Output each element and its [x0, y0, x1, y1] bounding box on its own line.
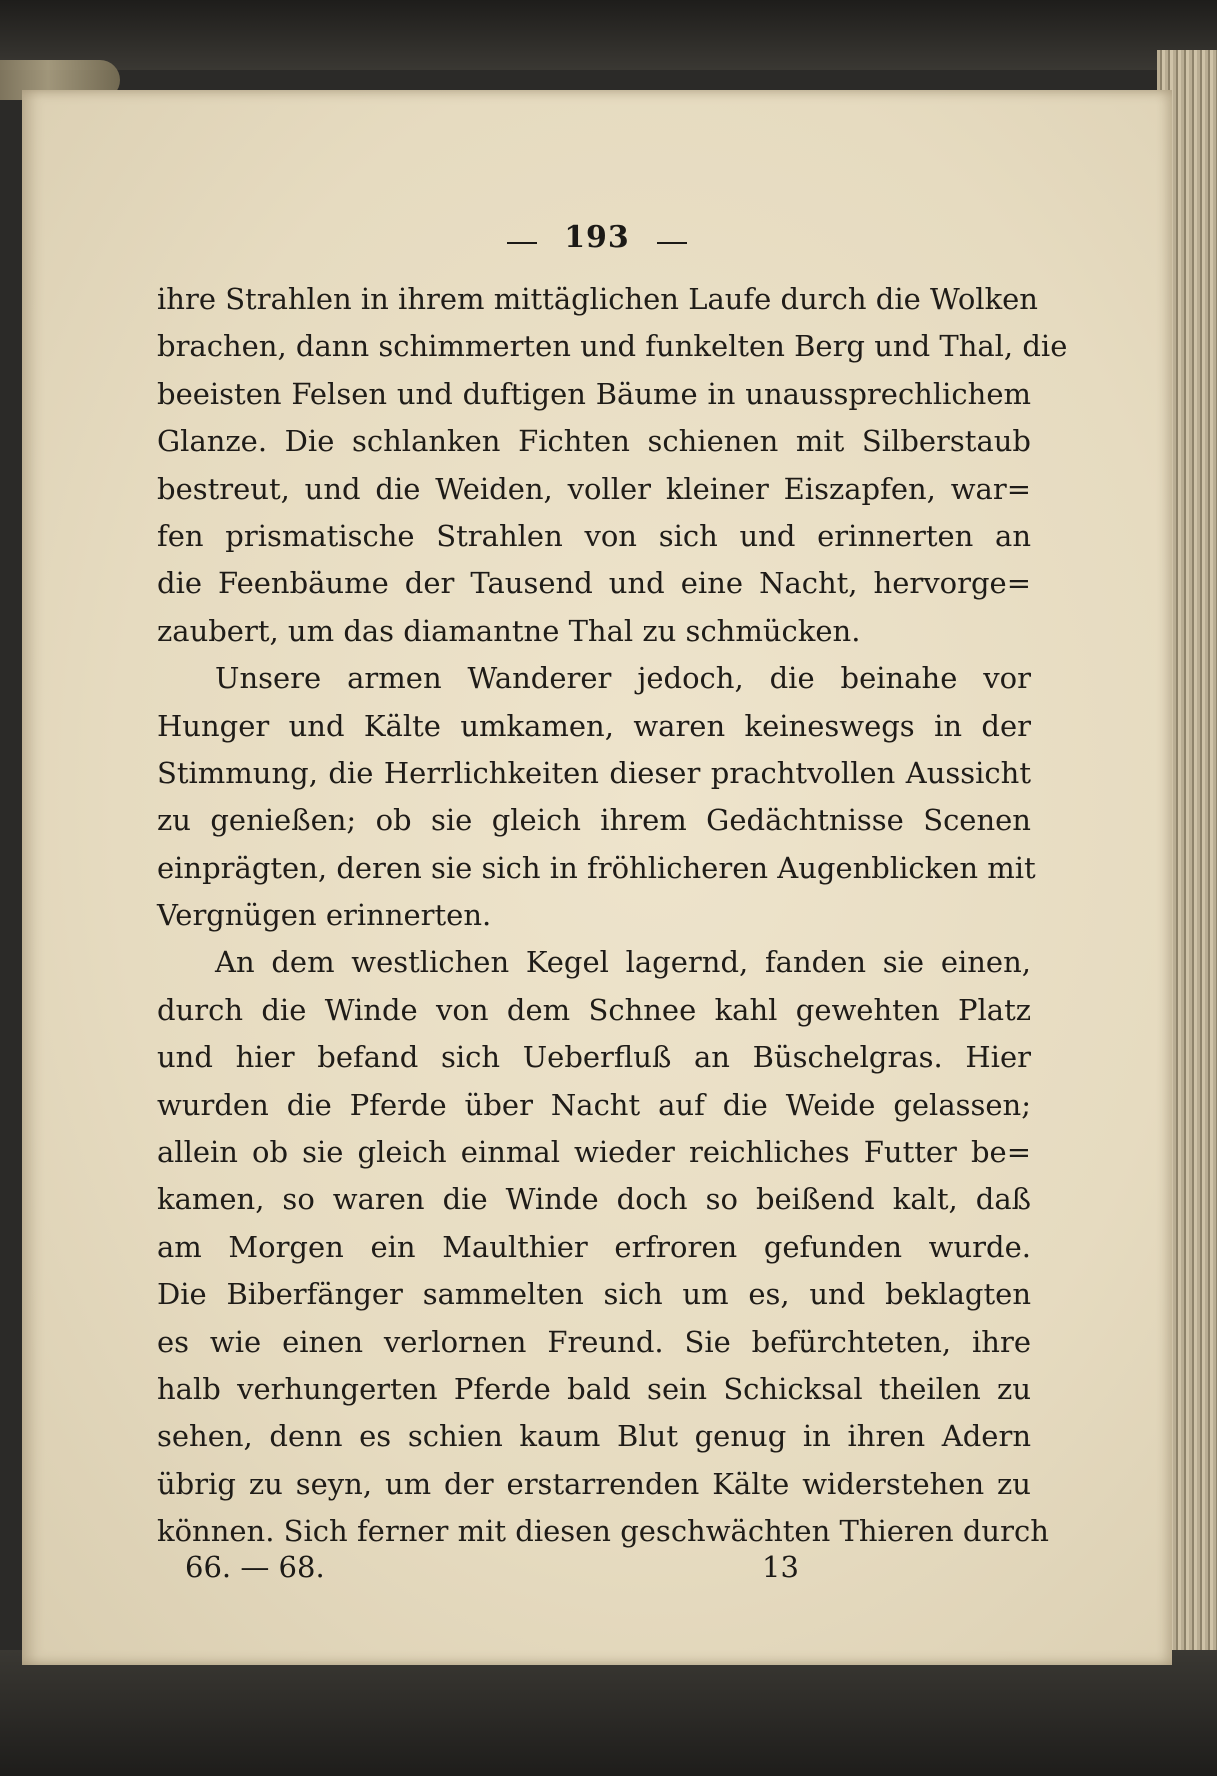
book-page [22, 90, 1172, 1665]
page-number: 193 [564, 220, 630, 255]
text-line: allein ob sie gleich einmal wieder reichliches Futter be= [157, 1135, 1031, 1170]
text-line: Glanze. Die schlanken Fichten schienen mit Silberstaub [157, 424, 1031, 459]
text-line: und hier befand sich Ueberfluß an Büschelgras. Hier [157, 1040, 1031, 1075]
text-line: können. Sich ferner mit diesen geschwächten Thieren durch [157, 1514, 1049, 1549]
text-line: am Morgen ein Maulthier erfroren gefunden wurde. [157, 1229, 1031, 1264]
text-line: Unsere armen Wanderer jedoch, die beinahe vor [215, 661, 1031, 696]
header-dash-right [657, 242, 687, 244]
scan-background-bottom [0, 1650, 1217, 1776]
text-line: Vergnügen erinnerten. [157, 898, 492, 933]
text-line: einprägten, deren sie sich in fröhlicheren Augenblicken mit [157, 850, 1036, 885]
printer-signature: 66. — 68. [185, 1550, 325, 1584]
page-footer [22, 1550, 1172, 1590]
text-line: ihre Strahlen in ihrem mittäglichen Laufe durch die Wolken [157, 282, 1038, 316]
text-line: Hunger und Kälte umkamen, waren keineswegs in der [157, 708, 1031, 743]
text-line: übrig zu seyn, um der erstarrenden Kälte widerstehen zu [157, 1466, 1031, 1501]
paragraph [157, 939, 1049, 1555]
scan-background-top [0, 0, 1217, 70]
text-line: halb verhungerten Pferde bald sein Schicksal theilen zu [157, 1371, 1031, 1406]
text-line: An dem westlichen Kegel lagernd, fanden sie einen, [215, 945, 1031, 980]
body-text [157, 276, 1068, 1556]
text-line: Stimmung, die Herrlichkeiten dieser prachtvollen Aussicht [157, 755, 1031, 790]
text-line: die Feenbäume der Tausend und eine Nacht, hervorge= [157, 566, 1031, 601]
header-dash-left [507, 242, 537, 244]
text-line: es wie einen verlornen Freund. Sie befürchteten, ihre [157, 1324, 1031, 1359]
text-line: zaubert, um das diamantne Thal zu schmücken. [157, 613, 861, 648]
text-line: beeisten Felsen und duftigen Bäume in unaussprechlichem [157, 376, 1031, 411]
text-line: fen prismatische Strahlen von sich und erinnerten an [157, 518, 1031, 553]
text-line: sehen, denn es schien kaum Blut genug in ihren Adern [157, 1419, 1031, 1454]
paragraph [157, 655, 1036, 939]
sheet-number: 13 [762, 1550, 799, 1584]
text-line: zu genießen; ob sie gleich ihrem Gedächtnisse Scenen [157, 803, 1031, 838]
text-line: wurden die Pferde über Nacht auf die Weide gelassen; [157, 1087, 1031, 1122]
text-line: kamen, so waren die Winde doch so beißend kalt, daß [157, 1182, 1031, 1217]
text-line: brachen, dann schimmerten und funkelten Berg und Thal, die [157, 329, 1068, 364]
page-header [22, 220, 1172, 260]
paragraph [157, 276, 1068, 655]
text-line: durch die Winde von dem Schnee kahl gewehten Platz [157, 992, 1031, 1027]
text-line: bestreut, und die Weiden, voller kleiner Eiszapfen, war= [157, 471, 1031, 506]
text-line: Die Biberfänger sammelten sich um es, und beklagten [157, 1277, 1031, 1312]
